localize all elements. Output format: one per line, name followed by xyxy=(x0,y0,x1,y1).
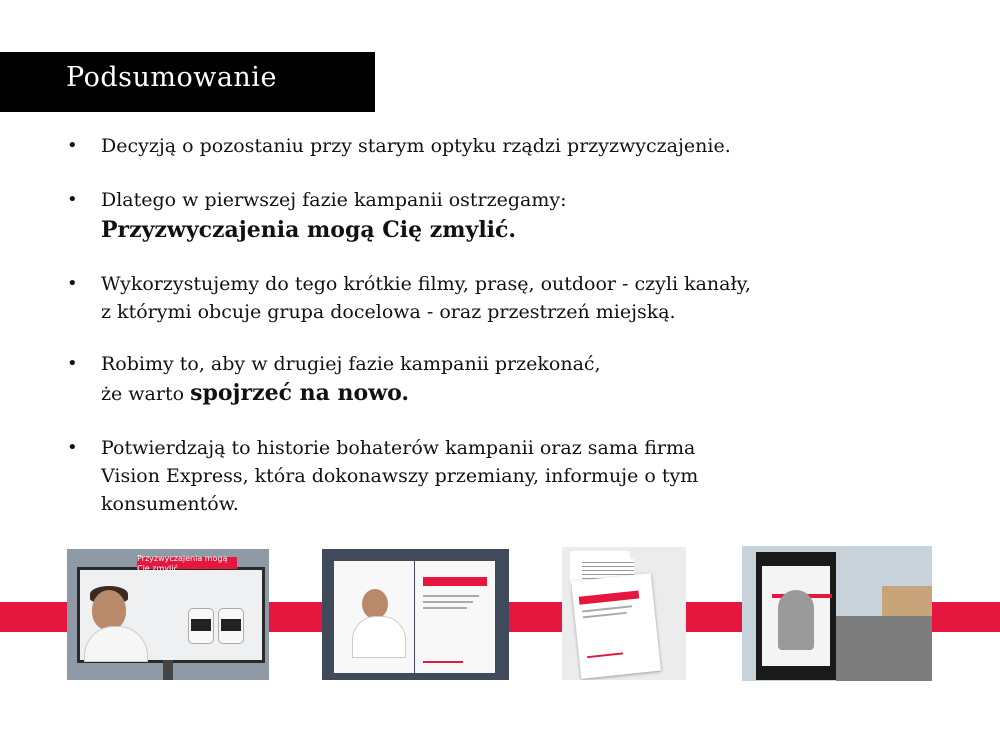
billboard-image xyxy=(67,549,269,680)
bus-shelter xyxy=(756,552,836,680)
title-bar xyxy=(0,52,375,112)
magazine-left-page xyxy=(334,561,414,673)
bullet-item xyxy=(65,186,567,246)
bullet-strong-text: Przyzwyczajenia mogą Cię zmylić. xyxy=(101,217,517,243)
bullet-item xyxy=(65,350,601,410)
page-title: Podsumowanie xyxy=(66,62,277,93)
silhouette-icon xyxy=(778,590,814,650)
magazine-image xyxy=(322,549,509,680)
bullet-dot-icon: • xyxy=(67,437,78,458)
bullet-text: że warto xyxy=(101,383,191,405)
bullet-item xyxy=(65,270,751,326)
billboard-face xyxy=(77,567,265,663)
bullet-dot-icon: • xyxy=(67,189,78,210)
bullet-item xyxy=(65,434,698,518)
newspaper-ad-sheet xyxy=(571,573,661,679)
bullet-text: Vision Express, która dokonawszy przemiany, informuje o tym xyxy=(101,465,699,487)
bullet-text: konsumentów. xyxy=(101,493,239,515)
bullet-text: Dlatego w pierwszej fazie kampanii ostrzegamy: xyxy=(101,189,567,211)
bullet-dot-icon: • xyxy=(67,135,78,156)
billboard-caption: Przyzwyczajenia mogą Cię zmylić... xyxy=(137,554,228,573)
bullet-strong-text: spojrzeć na nowo. xyxy=(190,380,410,406)
billboard-post xyxy=(163,660,173,680)
bus-stop-image xyxy=(742,546,932,681)
bullet-text: Decyzją o pozostaniu przy starym optyku rządzi przyzwyczajenie. xyxy=(101,135,731,157)
newspaper-image xyxy=(562,547,686,680)
bullet-text: z którymi obcuje grupa docelowa - oraz przestrzeń miejską. xyxy=(101,301,676,323)
bullet-dot-icon: • xyxy=(67,273,78,294)
bullet-dot-icon: • xyxy=(67,353,78,374)
bullet-text: Robimy to, aby w drugiej fazie kampanii przekonać, xyxy=(101,353,601,375)
magazine-right-page xyxy=(415,561,495,673)
bullet-text: Potwierdzają to historie bohaterów kampanii oraz sama firma xyxy=(101,437,696,459)
bullet-item xyxy=(65,132,731,160)
bullet-text: Wykorzystujemy do tego krótkie filmy, prasę, outdoor - czyli kanały, xyxy=(101,273,751,295)
